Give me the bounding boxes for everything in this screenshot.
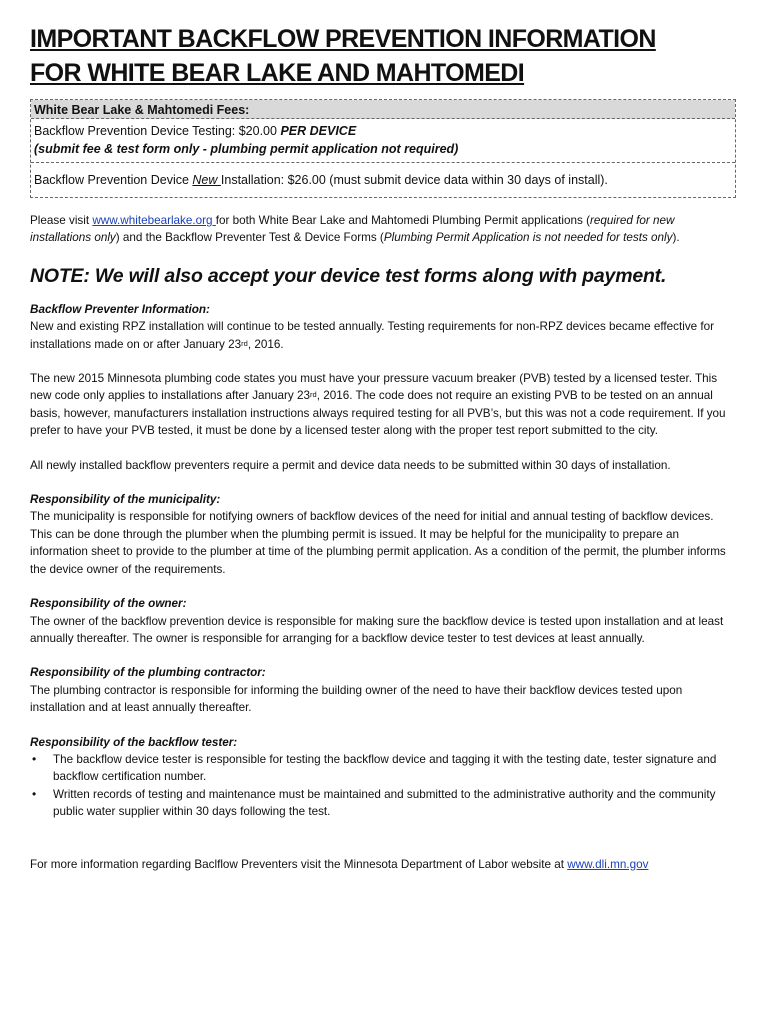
intro-text: ). (672, 231, 680, 245)
fees-row-testing (31, 119, 735, 162)
intro-text: Please visit (30, 214, 93, 227)
permit-paragraph: All newly installed backflow preventers require a permit and device data needs to be submitted within 30 days of installation. (30, 458, 671, 472)
document-title (30, 22, 736, 90)
info-section (30, 301, 736, 353)
title-line-2: FOR WHITE BEAR LAKE AND MAHTOMEDI (30, 59, 525, 87)
pvb-paragraph (30, 370, 736, 440)
pvb-text: The new 2015 Minnesota plumbing code states you must have your pressure vacuum breaker (PVB) tested by a licensed tester. This new code only applies to installations after January 23 (30, 372, 718, 403)
info-heading: Backflow Preventer Information: (30, 302, 210, 316)
whitebearlake-link[interactable]: www.whitebearlake.org (92, 214, 216, 227)
per-device-emphasis: PER DEVICE (280, 124, 357, 138)
tester-bullet-list (30, 751, 736, 821)
owner-heading: Responsibility of the owner: (30, 597, 187, 611)
intro-italic: Plumbing Permit Application is not needed for tests only (383, 231, 673, 245)
tester-heading: Responsibility of the backflow tester: (30, 735, 238, 749)
list-item: • Written records of testing and maintenance must be maintained and submitted to the administrative authority and the community public water supplier within 30 days following the test. (30, 786, 736, 821)
fees-header: White Bear Lake & Mahtomedi Fees: (31, 100, 735, 119)
intro-text: ) and the Backflow Preventer Test & Device Forms ( (115, 231, 384, 245)
superscript: rd (310, 390, 317, 400)
install-fee-pre: Backflow Prevention Device (34, 173, 193, 187)
testing-fee-text: Backflow Prevention Device Testing: $20.00 (34, 124, 281, 138)
footer-text: For more information regarding Baclflow Preventers visit the Minnesota Department of Labor website at (30, 857, 568, 871)
contractor-heading: Responsibility of the plumbing contractor: (30, 666, 266, 680)
owner-section (30, 595, 736, 647)
municipality-text: The municipality is responsible for notifying owners of backflow devices of the need for initial and annual testing of backflow devices. This can be done through the plumber when the plumbing permit is issued. It may be helpful for the municipality to prepare an information sheet to provide to the plumber at time of the plumbing permit application. As a condition of the permit, the plumber informs the device owner of the requirements. (30, 510, 726, 576)
info-text: New and existing RPZ installation will continue to be tested annually. Testing requirements for non-RPZ devices became effective for installations made on or after January 23 (30, 320, 715, 351)
title-line-1: IMPORTANT BACKFLOW PREVENTION INFORMATION (30, 25, 656, 53)
tester-heading-block (30, 734, 736, 751)
testing-fee-note: (submit fee & test form only - plumbing permit application not required) (34, 142, 459, 156)
intro-text: for both White Bear Lake and Mahtomedi Plumbing Permit applications ( (215, 214, 590, 227)
contractor-text: The plumbing contractor is responsible for informing the building owner of the need to have their backflow devices tested upon installation and at least annually thereafter. (30, 683, 683, 715)
contractor-section (30, 664, 736, 716)
owner-text: The owner of the backflow prevention device is responsible for making sure the backflow device is tested upon installation and at least annually thereafter. The owner is responsible for arranging for a backflow device tester to test devices at least annually. (30, 614, 724, 645)
info-text: , 2016. (247, 337, 284, 351)
footer-paragraph (30, 856, 736, 873)
intro-paragraph (30, 212, 736, 247)
note-heading: NOTE: We will also accept your device test forms along with payment. (30, 264, 667, 287)
list-item: • The backflow device tester is responsible for testing the backflow device and tagging it with the testing date, tester signature and backflow certification number. (30, 751, 736, 786)
dli-link[interactable]: www.dli.mn.gov (567, 857, 649, 871)
municipality-heading: Responsibility of the municipality: (30, 493, 221, 507)
municipality-section (30, 491, 736, 578)
install-new-emphasis: New (192, 173, 221, 187)
fees-row-install (31, 162, 735, 197)
superscript: rd (241, 338, 248, 348)
fees-table (30, 99, 736, 198)
intro-italic: required for new installations only (30, 214, 675, 245)
document-page (30, 22, 736, 873)
pvb-text: , 2016. The code does not require an existing PVB to be tested on an annual basis, however, manufacturers installation instructions always required testing for all PVB’s, but this was not a code requirement. If you prefer to have your PVB tested, it must be done by a licensed tester along with the proper test report submitted to the city. (30, 389, 726, 438)
install-fee-post: Installation: $26.00 (must submit device data within 30 days of install). (220, 173, 608, 187)
